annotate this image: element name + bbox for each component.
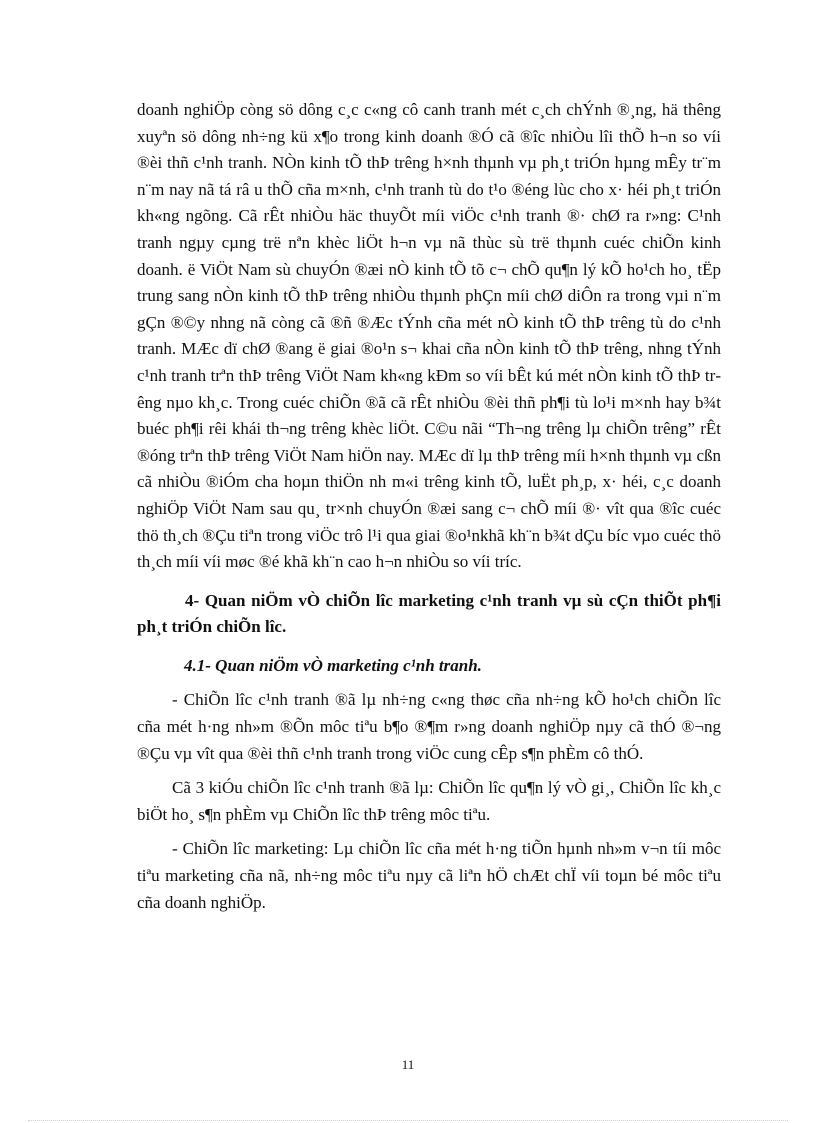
- section-heading-4: 4- Quan niÖm vÒ chiÕn lîc marketing c¹nh tranh vµ sù cÇn thiÕt ph¶i ph¸t triÓn chiÕn lîc.: [137, 590, 721, 637]
- subsection-heading-4-1: 4.1- Quan niÖm vÒ marketing c¹nh tranh.: [184, 655, 482, 675]
- body-text: [137, 97, 721, 916]
- paragraph-marketing-strategy: - ChiÕn lîc marketing: Lµ chiÕn lîc cña mét h·ng tiÕn hµnh nh»m v¬n tíi môc tiªu marketing cña nã, nh÷ng môc tiªu nµy cã liªn hÖ chÆt chÏ víi toµn bé môc tiªu cña doanh nghiÖp.: [137, 839, 721, 912]
- paragraph-strategy-types: Cã 3 kiÓu chiÕn lîc c¹nh tranh ®ã lµ: ChiÕn lîc qu¶n lý vÒ gi¸, ChiÕn lîc kh¸c biÖt ho¸ s¶n phÈm vµ ChiÕn lîc thÞ trêng môc tiªu.: [137, 778, 721, 824]
- paragraph-competition-overview: doanh nghiÖp còng sö dông c¸c c«ng cô canh tranh mét c¸ch chÝnh ®¸ng, hä thêng xuyªn sö dông nh÷ng kü x¶o trong kinh doanh ®Ó cã ®îc nhiÒu lîi thÕ h¬n so víi ®èi thñ c¹nh tranh. NÒn kinh tÕ thÞ trêng h×nh thµnh vµ ph¸t triÓn hµng mÊy tr¨m n¨m nay nã tá râ u thÕ cña m×nh, c¹nh tranh tù do t¹o ®éng lùc cho x· héi ph¸t triÓn kh«ng ngõng. Cã rÊt nhiÒu häc thuyÕt míi viÖc c¹nh tranh ®· chØ ra r»ng: C¹nh tranh ngµy cµng trë nªn khèc liÖt h¬n vµ nã thùc sù trë thµnh cuéc chiÕn kinh doanh. ë ViÖt Nam sù chuyÓn ®æi nÒ kinh tÕ tõ c¬ chÕ qu¶n lý kÕ ho¹ch ho¸ tËp trung sang nÒn kinh tÕ thÞ trêng nhiÒu thµnh phÇn míi chØ diÔn ra trong vµi n¨m gÇn ®©y nhng nã còng cã ®ñ ®Æc tÝnh cña mét nÒ kinh tÕ thÞ trêng tù do c¹nh tranh. MÆc dï chØ ®ang ë giai ®o¹n s¬ khai cña nÒn kinh tÕ thÞ trêng, nhng tÝnh c¹nh tranh trªn thÞ trêng ViÖt Nam kh«ng kÐm so víi bÊt kú mét nÒn kinh tÕ thÞ trêng nµo kh¸c. Trong cuéc chiÕn ®ã cã rÊt nhiÒu ®èi thñ ph¶i tù lo¹i m×nh hay b¾t buéc ph¶i rêi khái th¬ng trêng khèc liÖt. C©u nãi “Th¬ng trêng lµ chiÕn trêng” rÊt ®óng trªn thÞ trêng ViÖt Nam hiÖn nay. MÆc dï lµ thÞ trêng míi h×nh thµnh vµ cßn cã nhiÒu ®iÓm cha hoµn thiÖn nh m«i trêng kinh tÕ, luËt ph¸p, x· héi, c¸c doanh nghiÖp ViÖt Nam sau qu¸ tr×nh chuyÓn ®æi sang c¬ chÕ míi ®· vît qua ®îc cuéc thö th¸ch ®Çu tiªn trong viÖc trô l¹i qua giai ®o¹nkhã kh¨n b¾t dÇu bíc vµo cuéc thö th¸ch míi víi møc ®é khã kh¨n cao h¬n nhiÒu so víi tríc.: [137, 100, 721, 572]
- footer-divider: [28, 1120, 788, 1121]
- paragraph-competitive-strategy: - ChiÕn lîc c¹nh tranh ®ã lµ nh÷ng c«ng thøc cña nh÷ng kÕ ho¹ch chiÕn lîc cña mét h·ng nh»m ®Õn môc tiªu b¶o ®¶m r»ng doanh nghiÖp nµy cã thÓ ®¬ng ®Çu vµ vît qua ®èi thñ c¹nh tranh trong viÖc cung cÊp s¶n phÈm cô thÓ.: [137, 690, 721, 763]
- page-number: 11: [401, 1057, 415, 1072]
